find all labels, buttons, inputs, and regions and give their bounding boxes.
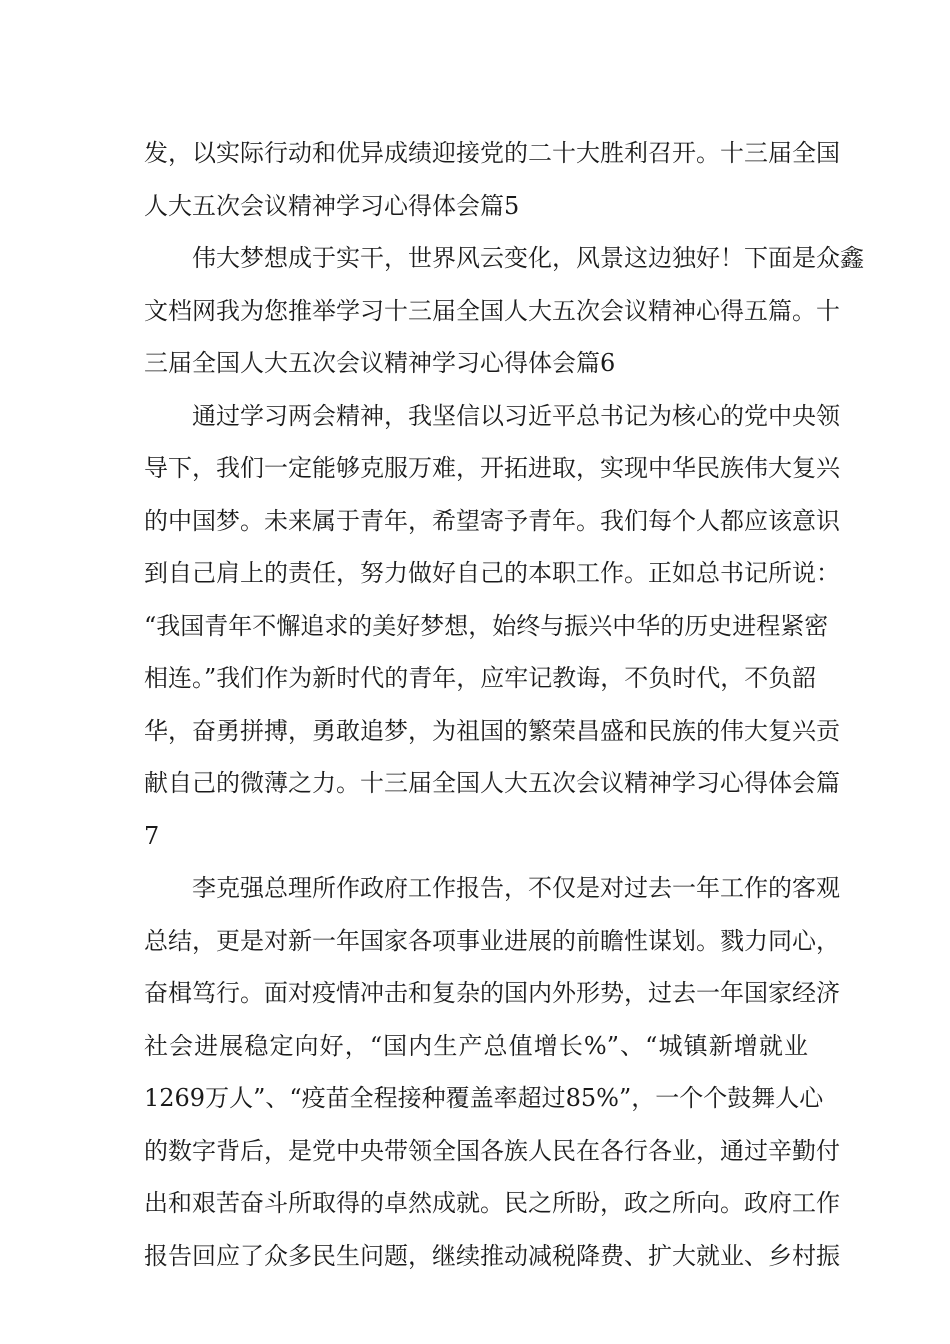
text-line: 到自己肩上的责任，努力做好自己的本职工作。正如总书记所说： bbox=[144, 559, 840, 587]
text-line: 报告回应了众多民生问题，继续推动减税降费、扩大就业、乡村振 bbox=[144, 1242, 840, 1270]
text-line: 三届全国人大五次会议精神学习心得体会篇6 bbox=[144, 349, 616, 377]
text-line: 总结，更是对新一年国家各项事业进展的前瞻性谋划。戮力同心， bbox=[144, 927, 840, 955]
text-line: “我国青年不懈追求的美好梦想，始终与振兴中华的历史进程紧密 bbox=[144, 612, 829, 640]
text-line: 相连。”我们作为新时代的青年，应牢记教诲，不负时代，不负韶 bbox=[144, 664, 817, 692]
text-line: 社会进展稳定向好，“国内生产总值增长%”、“城镇新增就业 bbox=[144, 1032, 808, 1060]
text-line: 导下，我们一定能够克服万难，开拓进取，实现中华民族伟大复兴 bbox=[144, 454, 840, 482]
paragraph-first-line: 李克强总理所作政府工作报告，不仅是对过去一年工作的客观 bbox=[192, 874, 840, 902]
paragraph-first-line: 通过学习两会精神，我坚信以习近平总书记为核心的党中央领 bbox=[192, 402, 840, 430]
text-line: 华，奋勇拼搏，勇敢追梦，为祖国的繁荣昌盛和民族的伟大复兴贡 bbox=[144, 717, 840, 745]
text-line: 文档网我为您推举学习十三届全国人大五次会议精神心得五篇。十 bbox=[144, 297, 840, 325]
text-line: 出和艰苦奋斗所取得的卓然成就。民之所盼，政之所向。政府工作 bbox=[144, 1189, 840, 1217]
text-line: 的数字背后，是党中央带领全国各族人民在各行各业，通过辛勤付 bbox=[144, 1137, 840, 1165]
text-line: 7 bbox=[144, 822, 160, 850]
text-line: 献自己的微薄之力。十三届全国人大五次会议精神学习心得体会篇 bbox=[144, 769, 840, 797]
text-line: 发，以实际行动和优异成绩迎接党的二十大胜利召开。十三届全国 bbox=[144, 139, 840, 167]
text-line: 奋楫笃行。面对疫情冲击和复杂的国内外形势，过去一年国家经济 bbox=[144, 979, 840, 1007]
text-line: 的中国梦。未来属于青年，希望寄予青年。我们每个人都应该意识 bbox=[144, 507, 840, 535]
text-line: 1269万人”、“疫苗全程接种覆盖率超过85%”，一个个鼓舞人心 bbox=[144, 1084, 824, 1112]
text-line: 人大五次会议精神学习心得体会篇5 bbox=[144, 192, 520, 220]
paragraph-first-line: 伟大梦想成于实干，世界风云变化，风景这边独好！下面是众鑫 bbox=[192, 244, 864, 272]
